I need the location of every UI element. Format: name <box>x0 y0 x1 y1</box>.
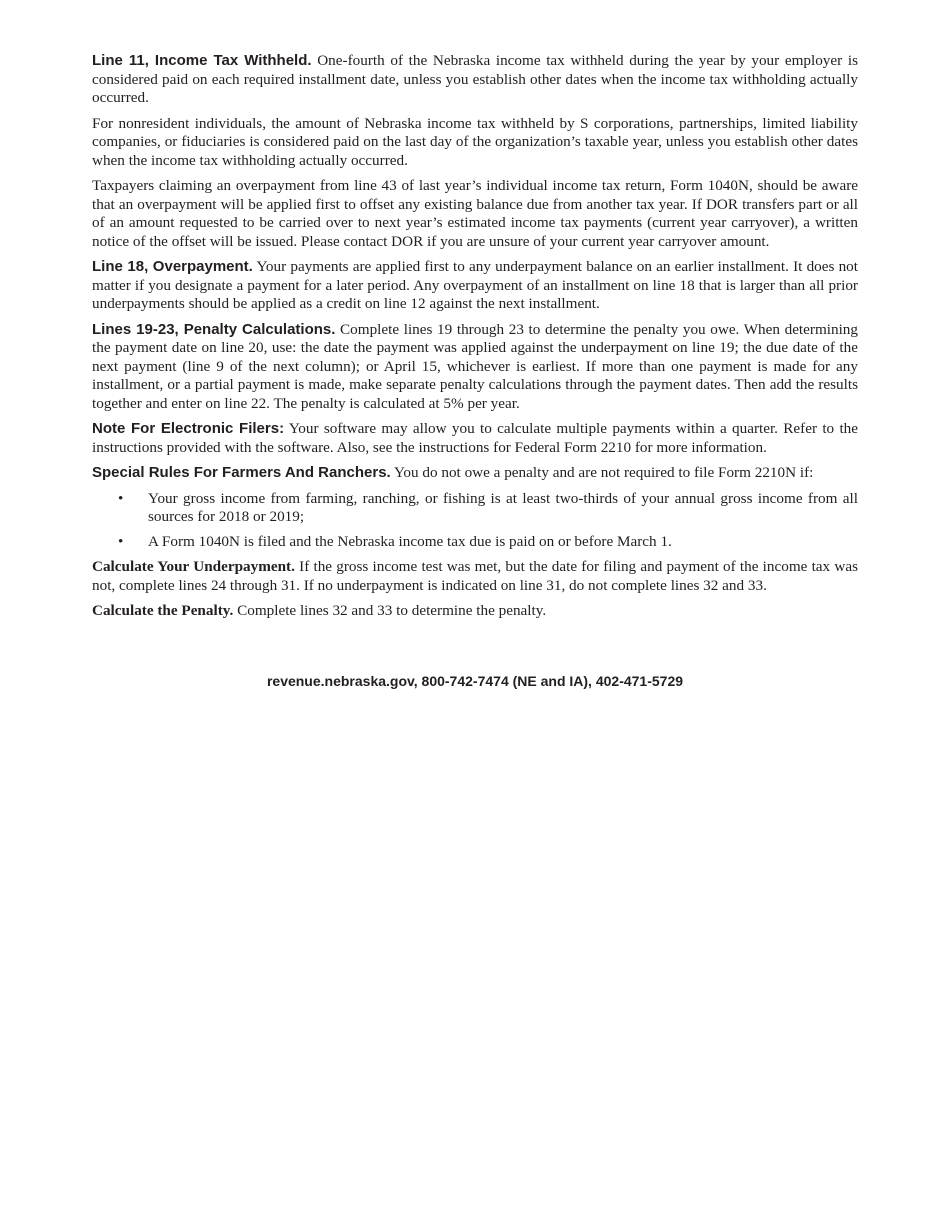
underpayment-text: If the gross income test was met, but the date for filing and payment of the income tax was not, complete lines 24 through 31. If no underpayment is indicated on line 31, do not complete lines 32 and 33. <box>92 558 858 594</box>
instructions-page <box>92 52 858 628</box>
lines19-23-text: Complete lines 19 through 23 to determine the penalty you owe. When determining the payment date on line 20, use: the date the payment was applied against the underpayment on line 19; the due date of the next payment (line 9 of the next column); or April 15, whichever is earliest. If more than one payment is made for any installment, or a partial payment is made, make separate penalty calculations through the payment dates. Then add the results together and enter on line 22. The penalty is calculated at 5% per year. <box>92 320 858 412</box>
line18-paragraph <box>92 258 858 314</box>
list-item <box>92 490 858 527</box>
lines19-23-paragraph <box>92 321 858 414</box>
penalty-text: Complete lines 32 and 33 to determine the penalty. <box>233 602 547 619</box>
electronic-filers-paragraph <box>92 420 858 457</box>
line11-paragraph <box>92 52 858 108</box>
penalty-heading: Calculate the Penalty. <box>92 602 234 619</box>
line11-heading: Line 11, Income Tax Withheld. <box>92 52 312 69</box>
overpayment-note-paragraph <box>92 177 858 251</box>
overpayment-note-text: Taxpayers claiming an overpayment from line 43 of last year’s individual income tax return, Form 1040N, should be aware that an overpayment will be applied first to offset any existing balance due from another tax year. If DOR transfers part or all of an amount requested to be carried over to next year’s estimated income tax payments (current year carryover), a written notice of the offset will be issued. Please contact DOR if you are unsure of your current year carryover amount. <box>92 177 858 250</box>
underpayment-heading: Calculate Your Underpayment. <box>92 558 295 575</box>
bullet-text: A Form 1040N is filed and the Nebraska income tax due is paid on or before March 1. <box>148 532 672 550</box>
bullet-text: Your gross income from farming, ranching, or fishing is at least two-thirds of your annual gross income from all sources for 2018 or 2019; <box>148 489 858 525</box>
lines19-23-heading: Lines 19-23, Penalty Calculations. <box>92 320 336 338</box>
farmers-paragraph <box>92 464 858 483</box>
footer-contact: revenue.nebraska.gov, 800-742-7474 (NE and IA), 402-471-5729 <box>266 673 684 689</box>
penalty-paragraph <box>92 602 858 621</box>
farmers-heading: Special Rules For Farmers And Ranchers. <box>92 464 391 481</box>
bullet-icon: • <box>118 489 124 507</box>
electronic-filers-heading: Note For Electronic Filers: <box>92 420 285 437</box>
line18-text: Your payments are applied first to any underpayment balance on an earlier installment. It does not matter if you designate a payment for a later period. Any overpayment of an installment on line 18 that is larger than all prior underpayments should be applied as a credit on line 12 against the next installment. <box>92 258 858 312</box>
electronic-filers-text: Your software may allow you to calculate multiple payments within a quarter. Refer to the instructions provided with the software. Also, see the instructions for Federal Form 2210 for more information. <box>92 420 858 456</box>
farmers-text: You do not owe a penalty and are not required to file Form 2210N if: <box>390 464 814 481</box>
line11-text: One-fourth of the Nebraska income tax withheld during the year by your employer is considered paid on each required installment date, unless you establish other dates when the income tax withholding actually occurred. <box>92 52 858 106</box>
nonresident-text: For nonresident individuals, the amount of Nebraska income tax withheld by S corporations, partnerships, limited liability companies, or fiduciaries is considered paid on the last day of the organization’s taxable year, unless you establish other dates when the income tax withholding actually occurred. <box>92 114 858 169</box>
farmers-bullet-list <box>92 490 858 552</box>
underpayment-paragraph <box>92 558 858 595</box>
line18-heading: Line 18, Overpayment. <box>92 258 253 275</box>
list-item <box>92 533 858 552</box>
bullet-icon: • <box>118 532 124 550</box>
nonresident-paragraph <box>92 115 858 171</box>
